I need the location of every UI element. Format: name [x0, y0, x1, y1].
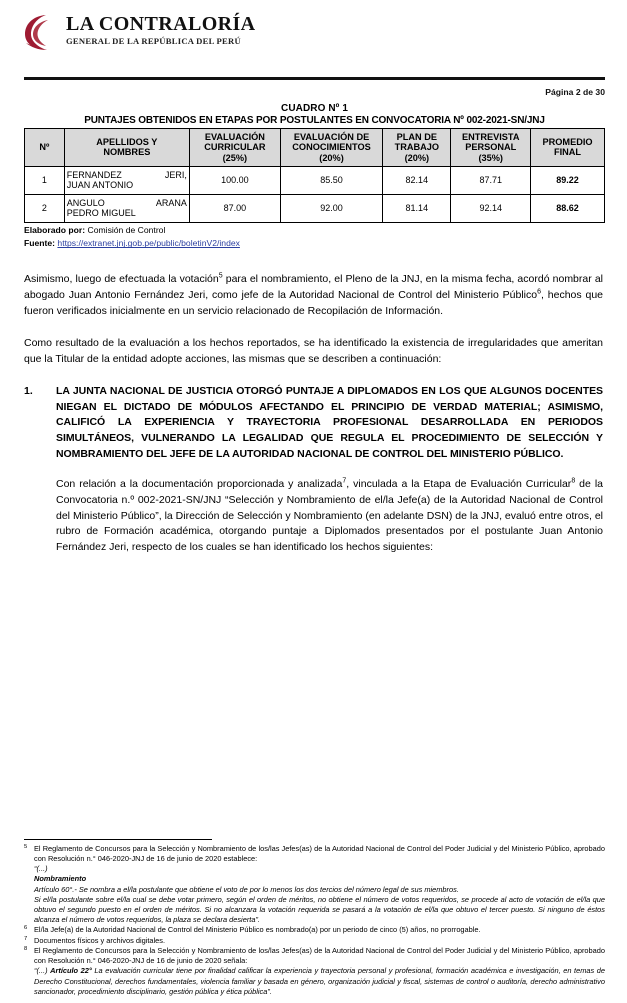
footnote-ref-8[interactable]: 8: [571, 477, 576, 485]
th-apellidos-nombres: APELLIDOS Y NOMBRES: [64, 129, 189, 167]
table-row: [25, 194, 605, 222]
cell-promedio: 88.62: [531, 194, 605, 222]
table-row: [25, 166, 605, 194]
cell-plan-trabajo: 82.14: [383, 166, 451, 194]
th-plan-trabajo: PLAN DE TRABAJO (20%): [383, 129, 451, 167]
footnote-6: [24, 925, 605, 935]
cell-numero: 1: [25, 166, 65, 194]
logo-text: [66, 12, 256, 46]
table-fuente-note: [24, 238, 605, 250]
cell-curricular: 87.00: [189, 194, 280, 222]
footnote-text: El Reglamento de Concursos para la Selección y Nombramiento de los/las Jefes(as) de la Autoridad Nacional de Control del Poder Judicial y del Ministerio Público, aprobado con Resolución n.° 046-2020-JNJ de 16 de junio de 2020 señala: “(...) Artículo 22° La evaluación curricular tiene por finalidad calificar la experiencia y trayectoria personal y profesional, formación académica e investigación, en temas de Derecho Constitucional, derechos fundamentales, violencia familiar y basada en género, organización judicial y fiscal, sistemas de control o auditoría, derecho administrativo sancionador, procedimiento disciplinario, gestión pública y ética pública”.: [34, 945, 605, 996]
footnote-text: El Reglamento de Concursos para la Selección y Nombramiento de los/las Jefes(as) de la Autoridad Nacional de Control del Poder Judicial y del Ministerio Público, aprobado con Resolución n.° 046-2020-JNJ de 16 de junio de 2020 establece: “(...) Nombramiento Artículo 60°.- Se nombra a el/la postulante que obtiene el voto de por lo menos los dos tercios del número legal de sus miembros. Si el/la postulante sobre el/la cual se debe votar primero, según el orden de méritos, no obtiene el número de votos requeridos, se procede al acto de votación de el/la que obtuvo el segundo puesto en el orden de méritos. Si no alcanzara la votación requerida se pasará a la votación de el/la que obtuvo el tercer puesto. Si ninguno de éstos alcanza el número de votos requeridos, la plaza se declara desierta”.: [34, 843, 605, 925]
footnote-divider: [24, 839, 212, 840]
table-elaborado-note: [24, 225, 605, 237]
footnote-text: El/la Jefe(a) de la Autoridad Nacional de Control del Ministerio Público es nombrado(a) por un periodo de cinco (5) años, no prorrogable.: [34, 925, 481, 935]
cell-entrevista: 87.71: [451, 166, 531, 194]
th-evaluacion-curricular: EVALUACIÓN CURRICULAR (25%): [189, 129, 280, 167]
paragraph-asimismo: Asimismo, luego de efectuada la votación$^5$ para el nombramiento, el Pleno de la JNJ, en la misma fecha, acordó nombrar al abogado Juan Antonio Fernández Jeri, como jefe de la Autoridad Nacional de Control del Ministerio Público$^6$, hechos que fueron verificados inicialmente en un servicio relacionado de Recopilación de Información.: [24, 272, 604, 317]
table-subtitle: PUNTAJES OBTENIDOS EN ETAPAS POR POSTULANTES EN CONVOCATORIA Nº 002-2021-SN/JNJ: [84, 115, 545, 126]
item-number: 1.: [24, 384, 33, 397]
footnote-8-articulo: “(...) Artículo 22° La evaluación curricular tiene por finalidad calificar la experiencia y trayectoria personal y profesional, formación académica e investigación, en temas de Derecho Constitucional, derechos fundamentales, violencia familiar y basada en género, organización judicial y fiscal, sistemas de control o auditoría, derecho administrativo sancionador, procedimiento disciplinario, gestión pública y ética pública”.: [34, 966, 605, 996]
footnote-marker: 8: [24, 945, 28, 952]
th-promedio-final: PROMEDIO FINAL: [531, 129, 605, 167]
cell-entrevista: 92.14: [451, 194, 531, 222]
th-numero: Nº: [25, 129, 65, 167]
cell-plan-trabajo: 81.14: [383, 194, 451, 222]
contraloria-swoosh-icon: [24, 13, 60, 51]
footnote-ref-7[interactable]: 7: [342, 477, 347, 485]
cell-conocimientos: 92.00: [280, 194, 382, 222]
cell-numero: 2: [25, 194, 65, 222]
page-number: Página 2 de 30: [545, 87, 605, 97]
item-1-content: [56, 477, 603, 557]
logo-subtitle: GENERAL DE LA REPÚBLICA DEL PERÚ: [66, 36, 241, 46]
elaborado-value: Comisión de Control: [87, 224, 166, 235]
puntajes-table: [24, 128, 605, 223]
paragraph-resultado: Como resultado de la evaluación a los hechos reportados, se ha identificado la existencia de irregularidades que ameritan que la Titular de la entidad adopte acciones, las mismas que se describen a continuación:: [24, 336, 603, 365]
th-evaluacion-conocimientos: EVALUACIÓN DE CONOCIMIENTOS (20%): [280, 129, 382, 167]
logo-title: LA CONTRALORÍA: [66, 13, 256, 35]
table-section: [0, 97, 627, 250]
footnote-ref-5[interactable]: 5: [218, 272, 223, 280]
numbered-item-1: [24, 384, 603, 463]
footnotes-section: [24, 839, 605, 997]
item-heading: LA JUNTA NACIONAL DE JUSTICIA OTORGÓ PUNTAJE A DIPLOMADOS EN LOS QUE ALGUNOS DOCENTES NIEGAN EL DICTADO DE MÓDULOS AFECTANDO EL PRINCIPIO DE VERDAD MATERIAL; ASIMISMO, CALIFICÓ LA EXPERIENCIA Y TRAYECTORIA PROFESIONAL DESARROLLADA EN PERIODOS SIMULTÁNEOS, VULNERANDO LA LEGALIDAD QUE REGULA EL PROCEDIMIENTO DE SELECCIÓN Y NOMBRAMIENTO DEL JEFE DE LA AUTORIDAD NACIONAL DE CONTROL DEL MINISTERIO PÚBLICO.: [56, 384, 603, 460]
cell-nombre: FERNANDEZ JERI, JUAN ANTONIO: [64, 166, 189, 194]
cell-promedio: 89.22: [531, 166, 605, 194]
cell-conocimientos: 85.50: [280, 166, 382, 194]
footnote-8: [24, 946, 605, 997]
cell-nombre: ANGULO ARANA PEDRO MIGUEL: [64, 194, 189, 222]
fuente-link[interactable]: https://extranet.jnj.gob.pe/public/boletinV2/index: [57, 238, 240, 249]
footnote-marker: 7: [24, 935, 28, 942]
elaborado-label: Elaborado por:: [24, 224, 86, 235]
logo: [24, 12, 597, 51]
page-header: [0, 0, 627, 70]
fuente-label: Fuente:: [24, 238, 56, 249]
table-title: CUADRO Nº 1: [281, 103, 348, 114]
cell-curricular: 100.00: [189, 166, 280, 194]
paragraph-con-relacion: Con relación a la documentación proporcionada y analizada$^7$, vinculada a la Etapa de Evaluación Curricular$^8$ de la Convocatoria n.º 002-2021-SN/JNJ “Selección y Nombramiento de el/la Jefe(a) de la Autoridad Nacional de Control del Ministerio Público”, la Dirección de Selección y Nombramiento (en adelante DSN) de la JNJ, evaluó entre otros, el rubro de Formación académica, otorgando puntaje a Diplomados presentados por el postulante Juan Antonio Fernández Jeri, respecto de los cuales se han identificado los hechos siguientes:: [56, 477, 604, 554]
footnote-ref-6[interactable]: 6: [537, 288, 541, 296]
footnote-text: Documentos físicos y archivos digitales.: [34, 935, 166, 945]
footnote-marker: 5: [24, 843, 28, 850]
footnote-7: [24, 936, 605, 946]
table-header-row: [25, 129, 605, 167]
th-entrevista-personal: ENTREVISTA PERSONAL (35%): [451, 129, 531, 167]
footnote-marker: 6: [24, 925, 28, 932]
document-body: [0, 272, 627, 556]
footnote-5: [24, 844, 605, 926]
